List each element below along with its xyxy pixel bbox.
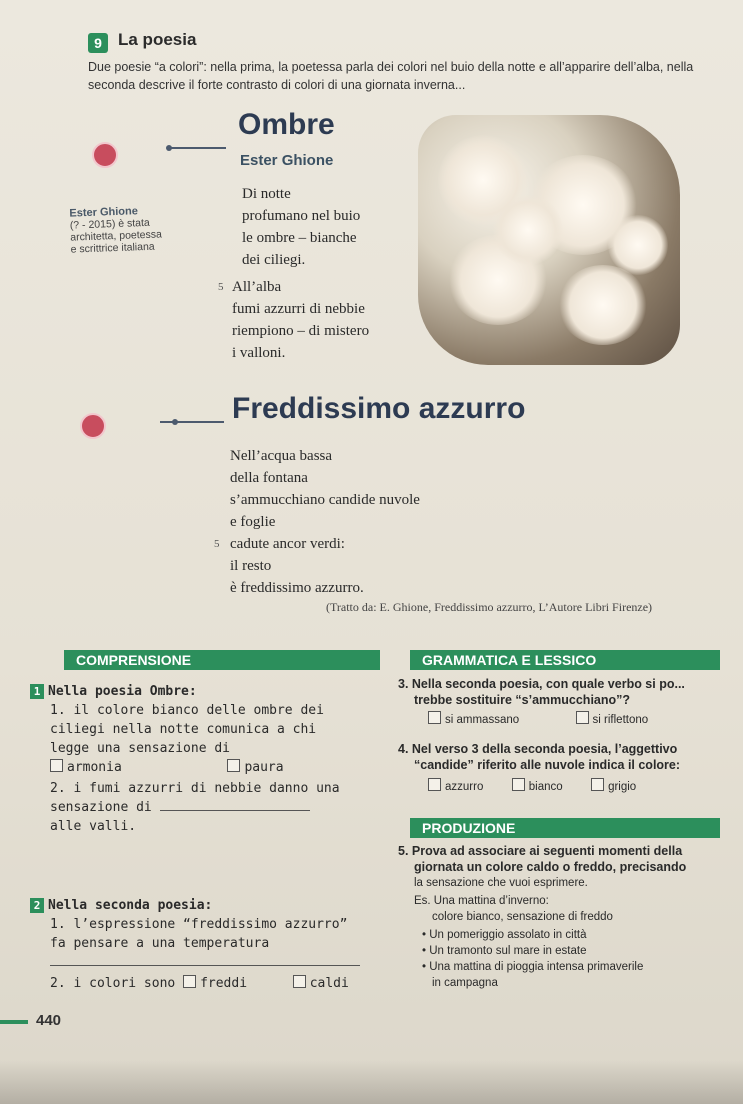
option-label: si riflettono xyxy=(592,714,649,726)
poem-line: i valloni. xyxy=(232,345,286,361)
example-line: colore bianco, sensazione di freddo xyxy=(432,911,613,923)
question-5: 5. Prova ad associare ai seguenti momenti della giornata un colore caldo o freddo, precisando la sensazione che vuoi esprimere. Es. Una mattina d’inverno: colore bianco, sensazione di freddo • Un pomeriggio assolato in città • Un tramonto sul mare in estate • Una mattina di pioggia intensa primaverile in campagna xyxy=(398,843,738,991)
q-line: giornata un colore caldo o freddo, precisando xyxy=(414,860,687,874)
bullet-item: Una mattina di pioggia intensa primaverile xyxy=(429,961,644,973)
option-label: azzurro xyxy=(445,781,484,793)
poem-line: cadute ancor verdi: xyxy=(230,536,345,552)
option-label: si ammassano xyxy=(445,714,520,726)
option-label: freddi xyxy=(200,976,248,991)
poem1-title: Ombre xyxy=(238,108,335,141)
poem-line: Di notte xyxy=(242,186,291,202)
checkbox[interactable] xyxy=(183,975,196,988)
section-title: La poesia xyxy=(118,30,197,49)
title-rule xyxy=(168,147,226,149)
checkbox[interactable] xyxy=(512,778,525,791)
question-number: 2 xyxy=(30,898,44,913)
q-line: la sensazione che vuoi esprimere. xyxy=(414,877,588,889)
q-line: 2. i fumi azzurri di nebbie danno una xyxy=(50,781,340,796)
q1-item2 xyxy=(30,779,390,836)
poem-line: s’ammucchiano candide nuvole xyxy=(230,492,420,508)
option-label: grigio xyxy=(608,781,637,793)
poem-line: le ombre – bianche xyxy=(242,230,357,246)
verse-number: 5 xyxy=(214,538,220,550)
bio-line: architetta, poetessa xyxy=(70,228,163,244)
audio-icon[interactable] xyxy=(80,413,106,439)
option-label: caldi xyxy=(309,976,349,991)
option-label: bianco xyxy=(528,781,563,793)
section-number: 9 xyxy=(88,33,108,53)
page-number: 440 xyxy=(36,1012,62,1029)
question-2 xyxy=(30,896,390,993)
poem2-text xyxy=(214,445,420,599)
question-1 xyxy=(30,682,390,836)
q-line: 1. l’espressione “freddissimo azzurro” xyxy=(50,917,348,932)
poem-line: della fontana xyxy=(230,470,308,486)
poem-line: è freddissimo azzurro. xyxy=(230,580,364,596)
checkbox[interactable] xyxy=(591,778,604,791)
q-line: 5. Prova ad associare ai seguenti momenti della xyxy=(398,844,683,858)
bio-name: Ester Ghione xyxy=(69,205,139,220)
title-rule-dot xyxy=(166,145,172,151)
poem-line: Nell’acqua bassa xyxy=(230,448,333,464)
title-rule xyxy=(160,421,224,423)
poem2-title: Freddissimo azzurro xyxy=(232,392,526,425)
q2-item1 xyxy=(30,915,390,972)
answer-blank[interactable] xyxy=(50,965,360,966)
poem-line: profumano nel buio xyxy=(242,208,361,224)
checkbox[interactable] xyxy=(227,759,240,772)
question-4 xyxy=(398,741,738,795)
verse-number: 5 xyxy=(218,281,224,293)
page-edge-shadow xyxy=(0,1060,743,1104)
q-line: 2. i colori sono xyxy=(50,976,176,991)
q-line: ciliegi nella notte comunica a chi xyxy=(50,722,317,737)
bullet-item: in campagna xyxy=(432,977,498,989)
poem-line: fumi azzurri di nebbie xyxy=(232,301,365,317)
author-bio xyxy=(69,202,221,255)
comprensione-header: COMPRENSIONE xyxy=(64,650,380,670)
question-3 xyxy=(398,676,738,728)
q-line: 4. Nel verso 3 della seconda poesia, l’aggettivo xyxy=(398,742,678,756)
option-label: armonia xyxy=(67,760,122,775)
poem-line: riempiono – di mistero xyxy=(232,323,370,339)
checkbox[interactable] xyxy=(50,759,63,772)
poem1-text-stanza2 xyxy=(218,276,370,364)
q-line: trebbe sostituire “s’ammucchiano”? xyxy=(414,693,631,707)
intro-text: Due poesie “a colori”: nella prima, la poetessa parla dei colori nel buio della notte e all’apparire dell’alba, nella seconda descrive il forte contrasto di colori di una giornata inverna... xyxy=(88,60,694,92)
checkbox[interactable] xyxy=(428,778,441,791)
poem-line: e foglie xyxy=(230,514,276,530)
source-citation: (Tratto da: E. Ghione, Freddissimo azzurro, L’Autore Libri Firenze) xyxy=(326,600,653,614)
q-line: 1. il colore bianco delle ombre dei xyxy=(50,703,324,718)
bio-line: e scrittrice italiana xyxy=(70,240,155,256)
page-number-bar xyxy=(0,1020,28,1024)
cherry-blossom-photo xyxy=(418,115,680,365)
poem1-text xyxy=(242,183,360,271)
poem-line: All’alba xyxy=(232,279,282,295)
option-label: paura xyxy=(244,760,284,775)
bullet-item: Un pomeriggio assolato in città xyxy=(429,929,587,941)
title-rule-dot xyxy=(172,419,178,425)
checkbox[interactable] xyxy=(428,711,441,724)
question-number: 1 xyxy=(30,684,44,699)
example-line: Es. Una mattina d’inverno: xyxy=(414,895,549,907)
poem-line: dei ciliegi. xyxy=(242,252,306,268)
q2-item2 xyxy=(30,974,390,993)
poem1-author: Ester Ghione xyxy=(240,152,334,169)
audio-icon[interactable] xyxy=(92,142,118,168)
checkbox[interactable] xyxy=(576,711,589,724)
bio-line: (? - 2015) è stata xyxy=(69,216,150,232)
q-line: sensazione di xyxy=(50,800,152,815)
question-title: Nella poesia Ombre: xyxy=(48,684,197,699)
answer-blank[interactable] xyxy=(160,810,310,811)
question-title: Nella seconda poesia: xyxy=(48,898,213,913)
checkbox[interactable] xyxy=(293,975,306,988)
q-line: 3. Nella seconda poesia, con quale verbo si po... xyxy=(398,677,685,691)
grammatica-header: GRAMMATICA E LESSICO xyxy=(410,650,720,670)
q-line: “candide” riferito alle nuvole indica il colore: xyxy=(414,758,681,772)
bullet-item: Un tramonto sul mare in estate xyxy=(429,945,587,957)
poem-line: il resto xyxy=(230,558,272,574)
q-line: alle valli. xyxy=(50,819,137,834)
produzione-header: PRODUZIONE xyxy=(410,818,720,838)
q1-item1 xyxy=(30,701,390,777)
q-line: legge una sensazione di xyxy=(50,741,231,756)
q-line: fa pensare a una temperatura xyxy=(50,936,270,951)
